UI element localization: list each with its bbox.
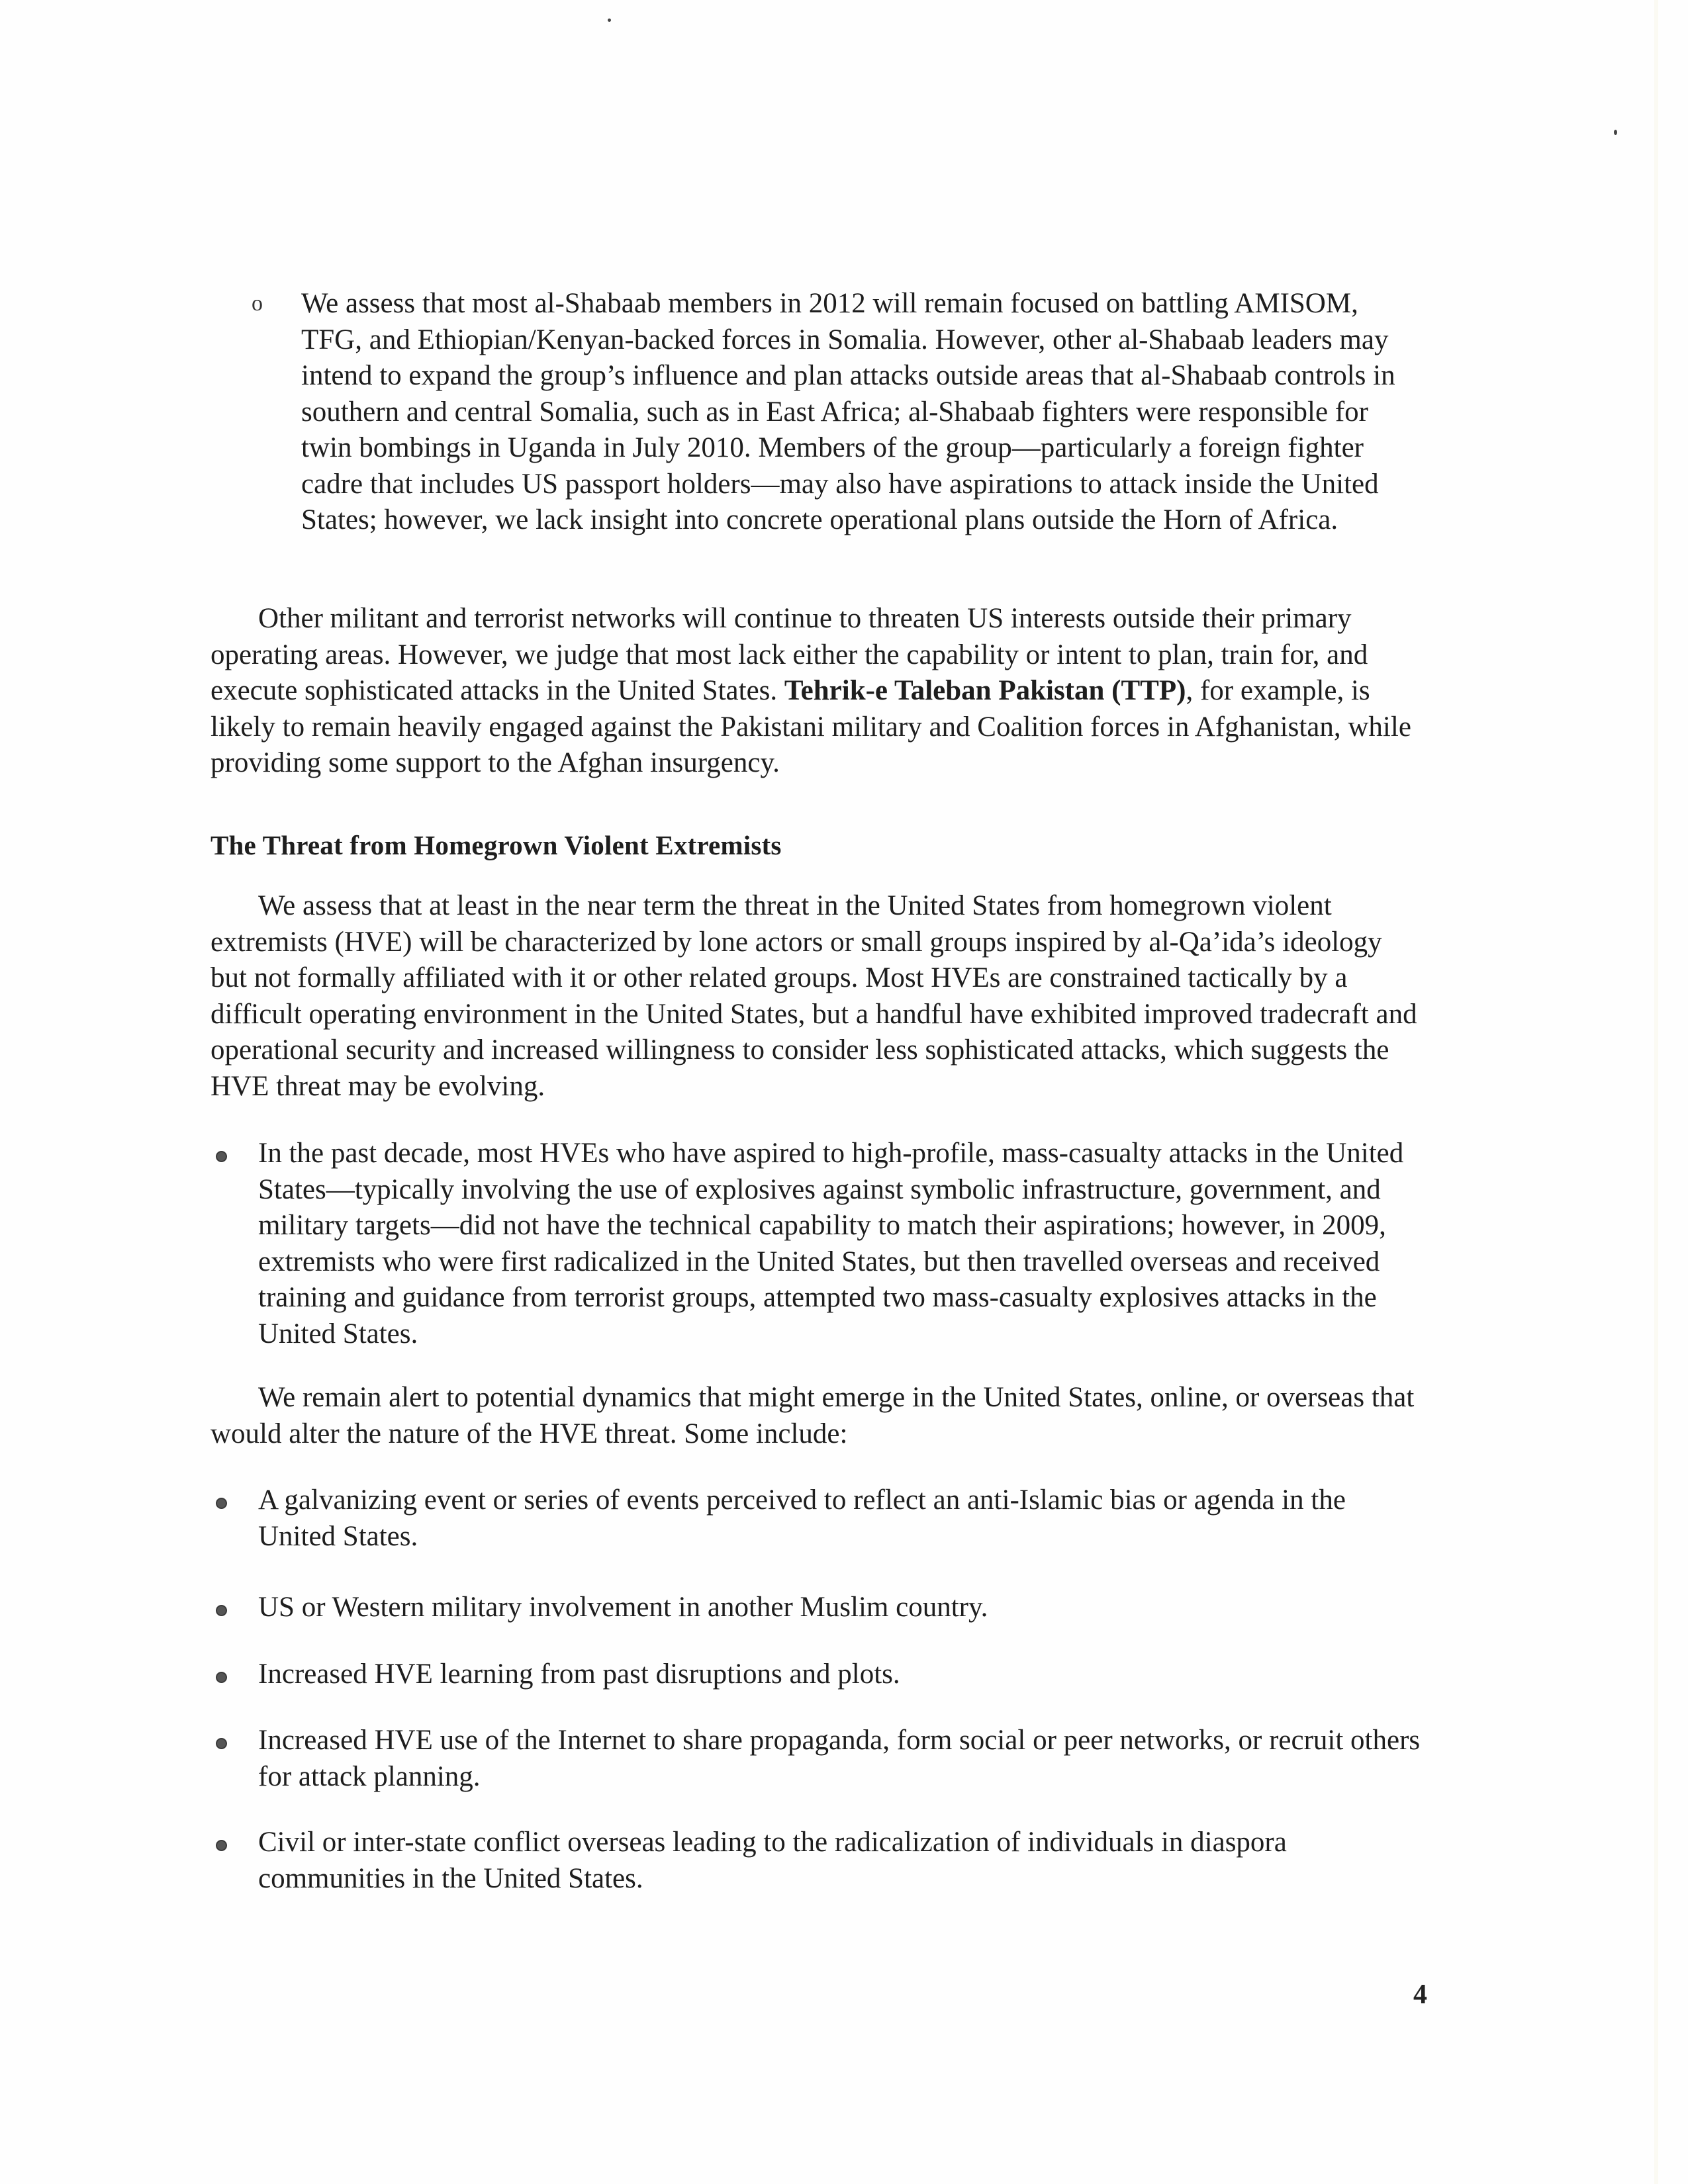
list-item-text: Civil or inter-state conflict overseas leading to the radicalization of individuals in diaspora communities in the United States. — [258, 1827, 1287, 1894]
list-item-text: A galvanizing event or series of events perceived to reflect an anti-Islamic bias or agenda in the United States. — [258, 1484, 1346, 1552]
list-item-text: Increased HVE use of the Internet to share propaganda, form social or peer networks, or recruit others for attack planning. — [258, 1725, 1421, 1792]
list-item — [211, 1590, 1425, 1626]
paragraph-dynamics-intro: We remain alert to potential dynamics that might emerge in the United States, online, or overseas that would alter the nature of the HVE threat. Some include: — [211, 1382, 1415, 1449]
bullet-dot-icon — [211, 1825, 227, 1861]
paragraph-text: , for example, is likely to remain heavily engaged against the Pakistani military and Coalition forces in Afghanistan, while providing some support to the Afghan insurgency. — [211, 675, 1411, 778]
paragraph-other-networks — [211, 601, 1425, 782]
bullet-text: In the past decade, most HVEs who have aspired to high-profile, mass-casualty attacks in the United States—typically involving the use of explosives against symbolic infrastructure, government, and military targets—did not have the technical capability to match their aspirations; however, in 2009, extremists who were first radicalized in the United States, but then travelled overseas and received training and guidance from terrorist groups, attempted two mass-casualty explosives attacks in the United States. — [258, 1138, 1404, 1349]
hve-bullet-item — [211, 1136, 1425, 1352]
list-item — [211, 1723, 1425, 1795]
paragraph-hve-assessment: We assess that at least in the near term the threat in the United States from homegrown violent extremists (HVE) will be characterized by lone actors or small groups inspired by al-Qa’ida’s ideology but not formally affiliated with it or other related groups. Most HVEs are constrained tactically by a difficult operating environment in the United States, but a handful have exhibited improved tradecraft and operational security and increased willingness to consider less sophisticated attacks, which suggests the HVE threat may be evolving. — [211, 890, 1417, 1102]
sub-bullet-text: We assess that most al-Shabaab members in 2012 will remain focused on battling AMISOM, TFG, and Ethiopian/Kenyan-backed forces in Somalia. However, other al-Shabaab leaders may intend to expand the group’s influence and plan attacks outside areas that al-Shabaab controls in southern and central Somalia, such as in East Africa; al-Shabaab fighters were responsible for twin bombings in Uganda in July 2010. Members of the group—particularly a foreign fighter cadre that includes US passport holders—may also have aspirations to attack inside the United States; however, we lack insight into concrete operational plans outside the Horn of Africa. — [301, 288, 1395, 535]
list-item-text: Increased HVE learning from past disruptions and plots. — [258, 1659, 900, 1690]
list-item-text: US or Western military involvement in another Muslim country. — [258, 1592, 988, 1623]
paragraph-text: Other militant and terrorist networks will continue to threaten US interests outside their primary operating areas. However, we judge that most lack either the capability or intent to plan, train for, and execute sophisticated attacks in the United States. — [211, 603, 1368, 706]
bullet-dot-icon — [211, 1482, 227, 1519]
scan-edge — [1654, 0, 1658, 2184]
bold-term-ttp: Tehrik-e Taleban Pakistan (TTP) — [784, 675, 1186, 706]
sub-bullet-item — [211, 286, 1425, 539]
page-number: 4 — [1413, 1979, 1427, 2010]
bullet-dot-icon — [211, 1657, 227, 1693]
list-item — [211, 1657, 1425, 1693]
list-item — [211, 1482, 1425, 1555]
bullet-dot-icon — [211, 1136, 227, 1172]
section-heading: The Threat from Homegrown Violent Extremists — [211, 830, 782, 860]
hollow-bullet-icon: o — [252, 291, 263, 316]
scan-speck — [1614, 130, 1617, 135]
bullet-dot-icon — [211, 1590, 227, 1626]
bullet-dot-icon — [211, 1723, 227, 1759]
list-item — [211, 1825, 1425, 1897]
scan-speck — [608, 19, 611, 22]
